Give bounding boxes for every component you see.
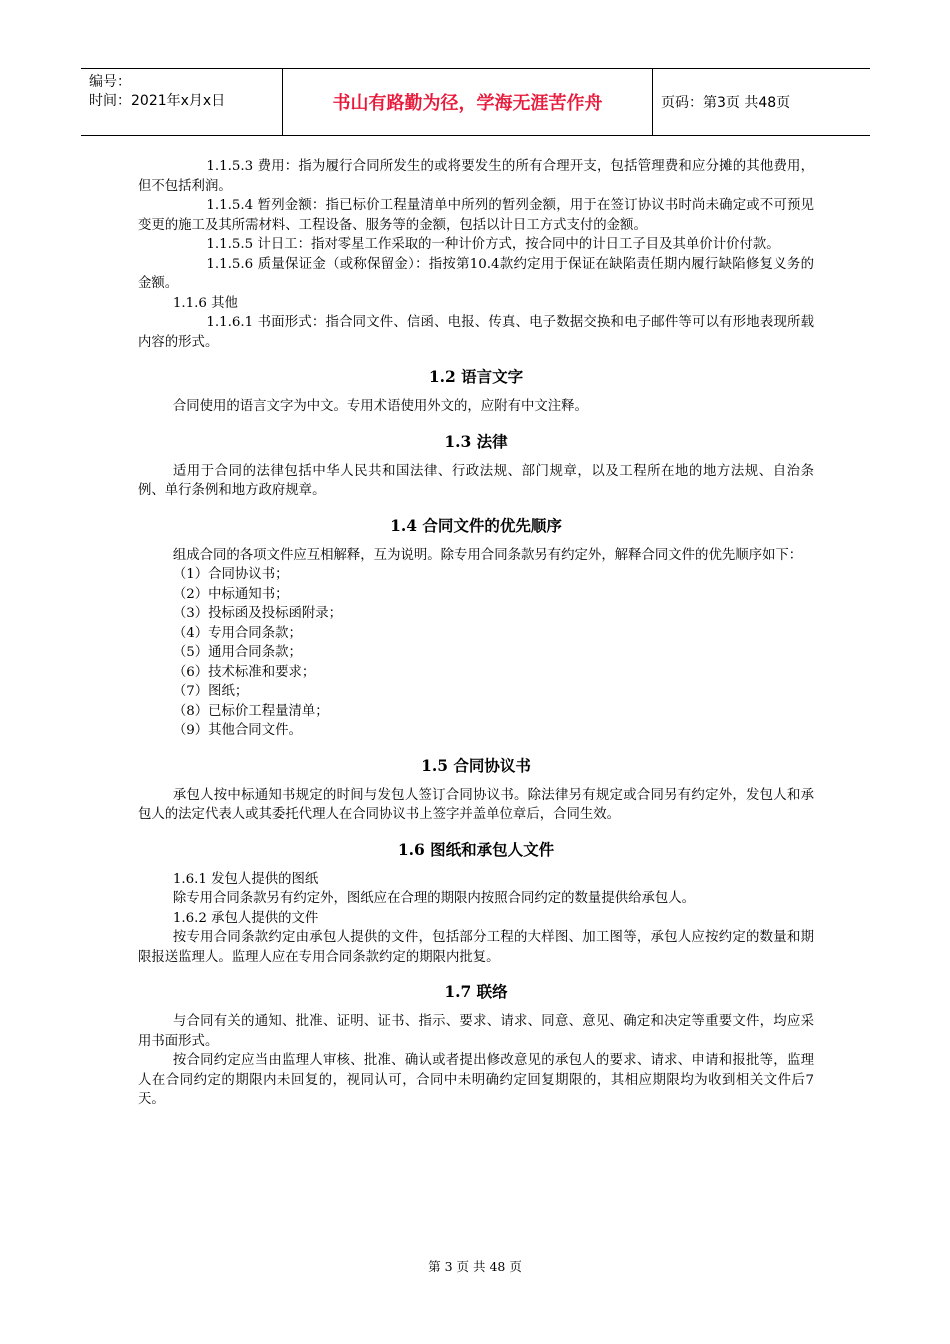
section-body-1-5: 承包人按中标通知书规定的时间与发包人签订合同协议书。除法律另有规定或合同另有约定外，发包人和承包人的法定代表人或其委托代理人在合同协议书上签字并盖单位章后，合同生效。 (138, 787, 814, 822)
section-body-1-3: 适用于合同的法律包括中华人民共和国法律、行政法规、部门规章，以及工程所在地的地方法规、自治条例、单行条例和地方政府规章。 (138, 463, 814, 498)
section-heading-1-6: 1.6 图纸和承包人文件 (397, 839, 555, 859)
clause-1-6-2-heading: 1.6.2 承包人提供的文件 (172, 910, 319, 926)
header-motto: 书山有路勤为径，学海无涯苦作舟 (283, 69, 653, 135)
document-body (138, 157, 814, 1110)
section-heading-1-3: 1.3 法律 (444, 431, 508, 451)
section-body-1-4: 组成合同的各项文件应互相解释，互为说明。除专用合同条款另有约定外，解释合同文件的优先顺序如下： (172, 547, 803, 563)
header-page-label: 页码：第3页 共48页 (661, 95, 791, 111)
list-item: （1）合同协议书； (172, 567, 289, 582)
page-header (81, 68, 870, 136)
section-heading-1-4: 1.4 合同文件的优先顺序 (390, 515, 562, 535)
clause-1-6-1-body: 除专用合同条款另有约定外，图纸应在合理的期限内按照合同约定的数量提供给承包人。 (172, 891, 696, 906)
clause-1-1-5-6: 1.1.5.6 质量保证金（或称保留金）：指按第10.4款约定用于保证在缺陷责任期内履行缺陷修复义务的金额。 (138, 256, 814, 291)
list-item: （7）图纸； (172, 684, 249, 699)
list-item: （5）通用合同条款； (172, 645, 302, 660)
header-left-cell (81, 69, 283, 135)
clause-1-1-5-3: 1.1.5.3 费用：指为履行合同所发生的或将要发生的所有合理开支，包括管理费和应分摊的其他费用，但不包括利润。 (138, 159, 814, 194)
clause-1-1-5-4: 1.1.5.4 暂列金额：指已标价工程量清单中所列的暂列金额，用于在签订协议书时尚未确定或不可预见变更的施工及其所需材料、工程设备、服务等的金额，包括以计日工方式支付的金额。 (138, 198, 814, 233)
section-heading-1-7: 1.7 联络 (444, 982, 508, 1001)
clause-1-1-6-1: 1.1.6.1 书面形式：指合同文件、信函、电报、传真、电子数据交换和电子邮件等可以有形地表现所载内容的形式。 (138, 315, 814, 350)
page-footer: 第 3 页 共 48 页 (428, 1259, 522, 1274)
list-item: （3）投标函及投标函附录； (172, 606, 343, 621)
clause-1-1-5-5: 1.1.5.5 计日工：指对零星工作采取的一种计价方式，按合同中的计日工子目及其单价计价付款。 (206, 237, 780, 252)
list-item: （9）其他合同文件。 (172, 723, 302, 738)
header-number-label: 编号： (89, 74, 131, 90)
section-body-1-7-a: 与合同有关的通知、批准、证明、证书、指示、要求、请求、同意、意见、确定和决定等重要文件，均应采用书面形式。 (138, 1014, 814, 1049)
section-body-1-7-b: 按合同约定应当由监理人审核、批准、确认或者提出修改意见的承包人的要求、请求、申请和报批等，监理人在合同约定的期限内未回复的，视同认可，合同中未明确约定回复期限的，其相应期限均为收到相关文件后7天。 (138, 1053, 814, 1107)
clause-1-6-1-heading: 1.6.1 发包人提供的图纸 (172, 871, 319, 887)
list-item: （8）已标价工程量清单； (172, 703, 329, 719)
list-item: （2）中标通知书； (172, 586, 289, 602)
clause-1-6-2-body: 按专用合同条款约定由承包人提供的文件，包括部分工程的大样图、加工图等，承包人应按约定的数量和期限报送监理人。监理人应在专用合同条款约定的期限内批复。 (138, 930, 814, 965)
header-time-label: 时间：2021年x月x日 (89, 93, 226, 109)
list-item: （6）技术标准和要求； (172, 664, 316, 680)
list-item: （4）专用合同条款； (172, 625, 302, 641)
clause-1-1-6: 1.1.6 其他 (172, 295, 238, 311)
section-heading-1-5: 1.5 合同协议书 (421, 755, 531, 775)
section-body-1-2: 合同使用的语言文字为中文。专用术语使用外文的，应附有中文注释。 (172, 399, 588, 414)
section-heading-1-2: 1.2 语言文字 (428, 367, 524, 386)
